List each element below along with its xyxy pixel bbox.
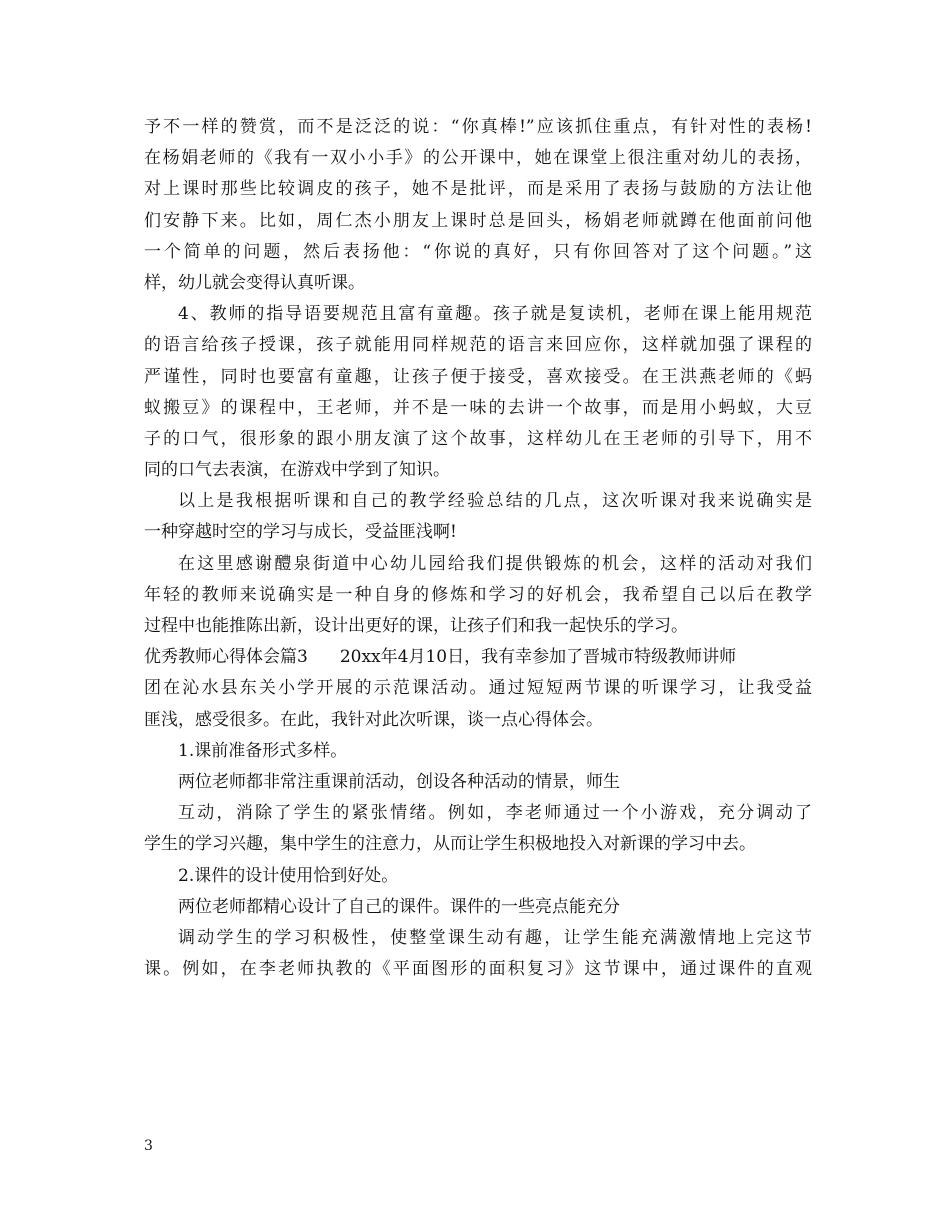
text-line: 课。例如，在李老师执教的《平面图形的面积复习》这节课中，通过课件的直观 — [144, 959, 812, 980]
text-line: 蚁搬豆》的课程中，王老师，并不是一味的去讲一个故事，而是用小蚂蚁，大豆 — [144, 397, 812, 418]
text-line: 子的口气，很形象的跟小朋友演了这个故事，这样幼儿在王老师的引导下，用不 — [144, 428, 812, 449]
text-line: 过程中也能推陈出新，设计出更好的课，让孩子们和我一起快乐的学习。 — [144, 616, 688, 636]
text-line: 同的口气去表演，在游戏中学到了知识。 — [144, 460, 450, 481]
text-line: 团在沁水县东关小学开展的示范课活动。通过短短两节课的听课学习，让我受益 — [144, 678, 812, 699]
text-line: 的语言给孩子授课，孩子就能用同样规范的语言来回应你，这样就加强了课程的 — [144, 335, 812, 356]
text-line: 予不一样的赞赏，而不是泛泛的说：“你真棒!”应该抓住重点，有针对性的表杨! — [144, 117, 812, 137]
text-line: 样，幼儿就会变得认真听课。 — [144, 272, 365, 293]
text-line: 年轻的教师来说确实是一种自身的修炼和学习的好机会，我希望自己以后在教学 — [144, 584, 812, 605]
text-line: 学生的学习兴趣，集中学生的注意力，从而让学生积极地投入对新课的学习中去。 — [144, 834, 756, 855]
text-line: 一个简单的问题，然后表扬他：“你说的真好，只有你回答对了这个问题。”这 — [144, 241, 812, 262]
list-heading: 1.课前准备形式多样。 — [178, 740, 348, 761]
text-line: 匪浅，感受很多。在此，我针对此次听课，谈一点心得体会。 — [144, 709, 603, 730]
text-line: 们安静下来。比如，周仁杰小朋友上课时总是回头，杨娟老师就蹲在他面前问他 — [144, 210, 812, 231]
text-line: 调动学生的学习积极性，使整堂课生动有趣，让学生能充满激情地上完这节 — [178, 927, 812, 948]
document-body — [144, 112, 812, 985]
text-line: 互动，消除了学生的紧张情绪。例如，李老师通过一个小游戏，充分调动了 — [178, 803, 812, 824]
section-heading: 优秀教师心得体会篇3 — [144, 647, 308, 668]
text-line: 以上是我根据听课和自己的教学经验总结的几点，这次听课对我来说确实是 — [178, 491, 812, 512]
text-line: 对上课时那些比较调皮的孩子，她不是批评，而是采用了表扬与鼓励的方法让他 — [144, 179, 812, 200]
text-line: 20xx年4月10日，我有幸参加了晋城市特级教师讲师 — [339, 647, 737, 668]
section-heading-line — [144, 642, 812, 673]
text-line: 一种穿越时空的学习与成长，受益匪浅啊! — [144, 522, 457, 543]
text-line: 在这里感谢醴泉街道中心幼儿园给我们提供锻炼的机会，这样的活动对我们 — [178, 553, 812, 574]
text-line: 严谨性，同时也要富有童趣，让孩子便于接受，喜欢接受。在王洪燕老师的《蚂 — [144, 366, 812, 387]
list-heading: 2.课件的设计使用恰到好处。 — [178, 865, 399, 886]
text-line: 两位老师都非常注重课前活动，创设各种活动的情景，师生 — [178, 771, 620, 792]
text-line: 在杨娟老师的《我有一双小小手》的公开课中，她在课堂上很注重对幼儿的表扬， — [144, 148, 812, 169]
page-number: 3 — [144, 1138, 153, 1154]
text-line: 两位老师都精心设计了自己的课件。课件的一些亮点能充分 — [178, 896, 620, 917]
text-line: 4、教师的指导语要规范且富有童趣。孩子就是复读机，老师在课上能用规范 — [178, 304, 812, 325]
